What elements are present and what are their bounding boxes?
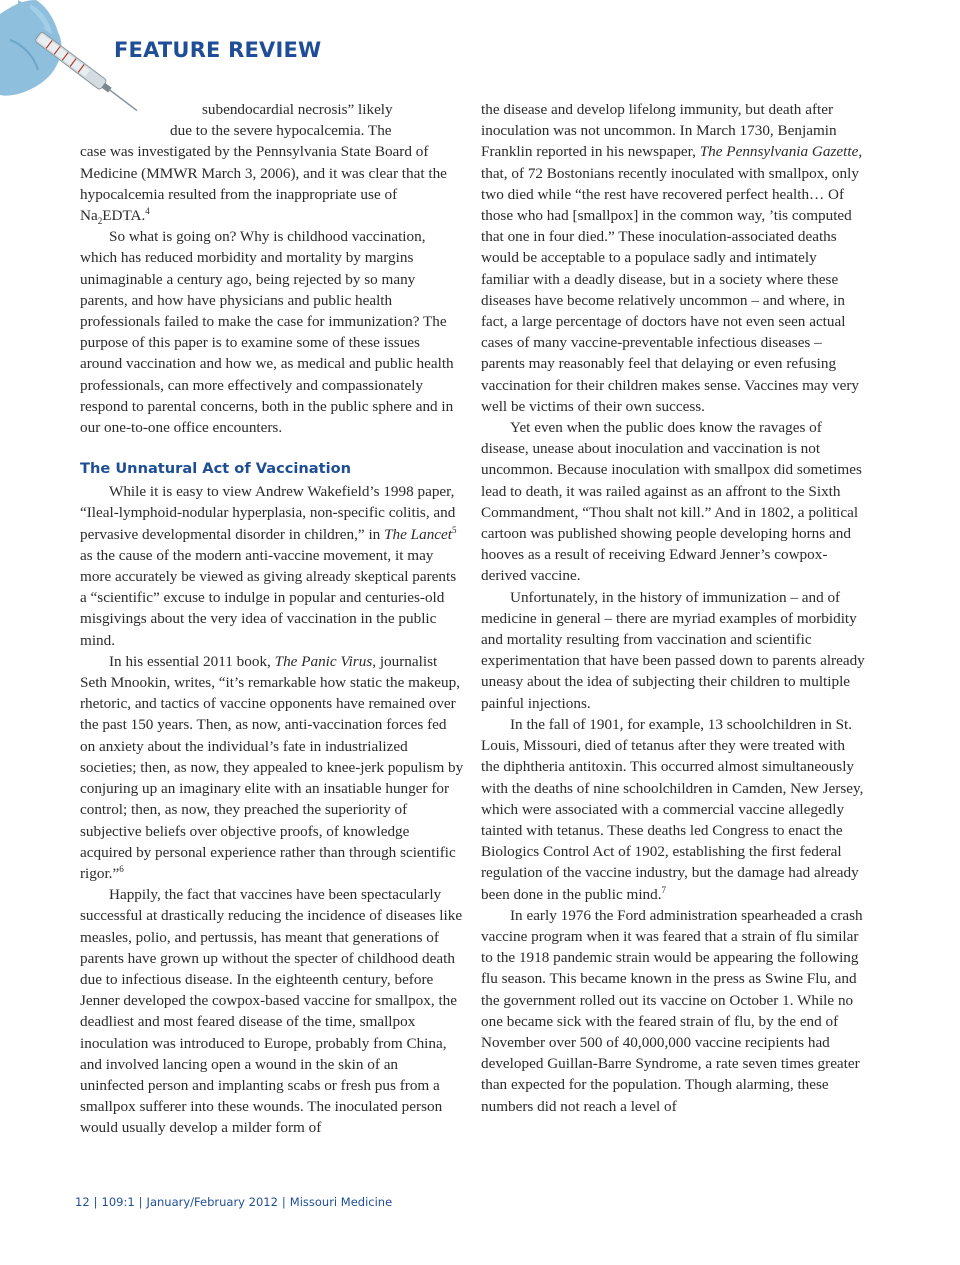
paragraph-text: EDTA.	[102, 207, 146, 225]
left-column	[80, 99, 465, 1139]
issue-date: January/February 2012	[146, 1195, 278, 1209]
journal-name: Missouri Medicine	[289, 1195, 393, 1209]
footnote-ref: 5	[452, 524, 457, 535]
paragraph-text: the disease and develop lifelong immunity, but death after inoculation was not uncommon. In March 1730, Benjamin Franklin reported in his newspaper,	[481, 101, 837, 161]
newspaper-title: The Pennsylvania Gazette	[699, 143, 859, 161]
footnote-ref: 7	[661, 884, 667, 895]
section-label: FEATURE REVIEW	[114, 38, 322, 62]
paragraph	[481, 714, 866, 905]
paragraph-text: case was investigated by the Pennsylvania State Board of Medicine (MMWR March 3, 2006), and it was clear that the hypocalcemia resulted from the inappropriate use of Na	[80, 143, 447, 225]
paragraph: In early 1976 the Ford administration spearheaded a crash vaccine program when it was feared that a strain of flu similar to the 1918 pandemic strain would be appearing the following flu season. This became known in the press as Swine Flu, and the government rolled out its vaccine on October 1. While no one became sick with the feared strain of flu, by the end of November over 500 of 40,000,000 vaccine recipients had developed Guillan-Barre Syndrome, a rate seven times greater than expected for the population. Though alarming, these numbers did not reach a level of	[481, 906, 863, 1115]
paragraph: So what is going on? Why is childhood vaccination, which has reduced morbidity and mortality by margins unimaginable a century ago, being rejected by so many parents, and how have physicians and public health professionals failed to make the case for immunization? The purpose of this paper is to examine some of these issues around vaccination and how we, as medical and public health professionals, can more effectively and compassionately respond to parental concerns, both in the public sphere and in our one-to-one office encounters.	[80, 228, 454, 437]
footnote-ref: 6	[119, 863, 124, 874]
journal-title: The Lancet	[384, 525, 452, 543]
paragraph	[80, 651, 465, 884]
paragraph-text: While it is easy to view Andrew Wakefield’s 1998 paper, “Ileal-lymphoid-nodular hyperplasia, non-specific colitis, and pervasive developmental disorder in children,” in	[80, 483, 456, 543]
subscript: 2	[97, 216, 103, 227]
paragraph-text: , that, of 72 Bostonians recently inoculated with smallpox, only two died while “the rest have recovered perfect health… Of those who had [smallpox] in the common way, ’tis computed that one in four died.” These inoculation-associated deaths would be acceptable to a populace sadly and intimately familiar with a deadly disease, but in a society where these diseases have become relatively uncommon – and where, in fact, a large percentage of doctors have not even seen actual cases of many vaccine-preventable infectious diseases – parents may reasonably feel that delaying or even refusing vaccination for their children makes sense. Vaccines may very well be victims of their own success.	[481, 143, 863, 415]
page-footer: 12 | 109:1 | January/February 2012 | Missouri Medicine	[75, 1195, 393, 1209]
page-number: 12	[75, 1195, 90, 1209]
paragraph	[80, 99, 465, 226]
wrapped-line: due to the severe hypocalcemia. The	[170, 122, 392, 140]
right-column	[481, 99, 866, 1117]
paragraph: Unfortunately, in the history of immunization – and of medicine in general – there are myriad examples of morbidity and mortality resulting from vaccination and scientific experimentation that have been passed down to parents already uneasy about the idea of subjecting their children to multiple painful injections.	[481, 588, 865, 712]
issue-number: 109:1	[101, 1195, 135, 1209]
paragraph	[80, 481, 465, 651]
book-title: The Panic Virus	[274, 652, 373, 670]
paragraph: Yet even when the public does know the ravages of disease, unease about inoculation and vaccination is not uncommon. Because inoculation with smallpox did sometimes lead to death, it was railed against as an affront to the Sixth Commandment, “Thou shalt not kill.” And in 1802, a political cartoon was published showing people developing horns and hooves as a result of receiving Edward Jenner’s cowpox-derived vaccine.	[481, 419, 862, 585]
paragraph-text: , journalist Seth Mnookin, writes, “it’s remarkable how static the makeup, rhetoric, and tactics of vaccine opponents have remained over the past 150 years. Then, as now, anti-vaccination forces fed on anxiety about the individual’s fate in industrialized societies; then, as now, they appealed to knee-jerk populism by conjuring up an imaginary elite with an insatiable hunger for control; then, as now, they preached the superiority of subjective beliefs over objective proofs, of knowledge acquired by personal experience rather than through scientific rigor.”	[80, 652, 464, 882]
paragraph-text: as the cause of the modern anti-vaccine movement, it may more accurately be viewed as giving already skeptical parents a “scientific” excuse to indulge in popular and centuries-old misgivings about the very idea of vaccination in the public mind.	[80, 546, 457, 649]
paragraph	[481, 99, 866, 417]
section-heading: The Unnatural Act of Vaccination	[80, 460, 352, 478]
paragraph: Happily, the fact that vaccines have been spectacularly successful at drastically reducing the incidence of diseases like measles, polio, and pertussis, has meant that generations of parents have grown up without the specter of childhood death due to infectious disease. In the eighteenth century, before Jenner developed the cowpox-based vaccine for smallpox, the deadliest and most feared disease of the time, smallpox inoculation was introduced to Europe, probably from China, and involved lancing open a wound in the skin of an uninfected person and implanting scabs or fresh pus from a smallpox sufferer into these wounds. The inoculated person would usually develop a milder form of	[80, 886, 463, 1137]
wrapped-line: subendocardial necrosis” likely	[202, 101, 393, 118]
paragraph-text: In the fall of 1901, for example, 13 schoolchildren in St. Louis, Missouri, died of tetanus after they were treated with the diphtheria antitoxin. This occurred almost simultaneously with the deaths of nine schoolchildren in Camden, New Jersey, which were associated with a commercial vaccine allegedly tainted with tetanus. These deaths led Congress to enact the Biologics Control Act of 1902, establishing the first federal regulation of the vaccine industry, but the damage had already been done in the public mind.	[481, 715, 864, 903]
paragraph-text: In his essential 2011 book,	[109, 652, 275, 670]
footnote-ref: 4	[145, 205, 150, 216]
